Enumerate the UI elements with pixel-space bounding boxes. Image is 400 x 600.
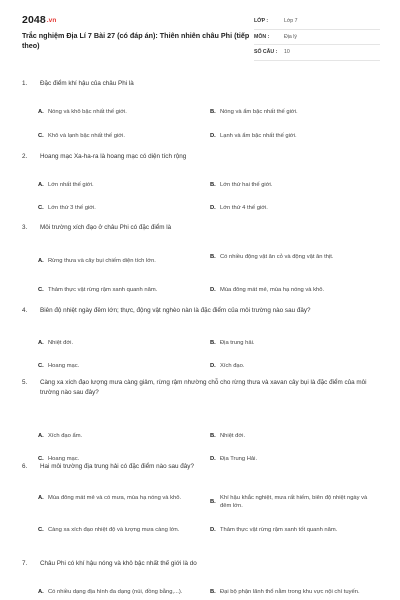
option-d[interactable] [210,362,380,371]
question-number: 2. [22,153,28,160]
option-a[interactable] [38,588,208,597]
option-letter: A. [38,257,44,264]
option-text: Khí hậu khắc nghiệt, mưa rất hiếm, biên độ nhiệt ngày và đêm lớn. [220,494,368,509]
option-text: Rừng thưa và cây bụi chiếm diện tích lớn. [48,257,156,264]
option-letter: B. [210,181,216,188]
question-text: Đặc điểm khí hậu của châu Phi là [40,80,134,87]
option-b[interactable] [210,339,380,348]
question-6 [22,462,382,533]
option-c[interactable] [38,132,208,141]
option-a[interactable] [38,339,208,348]
option-letter: B. [210,588,216,595]
option-letter: D. [210,456,216,463]
option-letter: A. [38,494,44,501]
question-2 [22,152,382,211]
header [0,0,400,60]
option-text: Lạnh và ẩm bậc nhất thế giới. [220,132,297,139]
option-text: Có nhiều động vật ăn cỏ và động vật ăn thịt. [220,253,334,260]
option-letter: C. [38,362,44,369]
option-letter: D. [210,132,216,139]
option-letter: A. [38,339,44,346]
page-title: Trắc nghiệm Địa Lí 7 Bài 27 (có đáp án): Thiên nhiên châu Phi (tiếp theo) [22,31,250,50]
option-b[interactable] [210,494,380,511]
question-4 [22,306,382,369]
question-number: 3. [22,224,28,231]
question-number: 7. [22,560,28,567]
option-text: Lớn thứ 3 thế giới. [48,204,96,211]
option-letter: B. [210,339,216,346]
option-letter: C. [38,526,44,533]
question-text: Hoang mạc Xa-ha-ra là hoang mạc có diện tích rộng [40,153,187,160]
option-text: Thảm thực vật rừng rậm xanh tốt quanh năm. [220,526,338,533]
option-letter: C. [38,132,44,139]
question-number: 6. [22,463,28,470]
option-a[interactable] [38,494,208,503]
option-b[interactable] [210,588,380,597]
question-number: 4. [22,307,28,314]
option-d[interactable] [210,132,380,141]
question-3 [22,223,382,293]
option-text: Thảm thực vật rừng rậm xanh quanh năm. [48,286,158,293]
option-text: Nóng và khô bậc nhất thế giới. [48,108,127,115]
option-text: Lớn nhất thế giới. [48,181,94,188]
option-a[interactable] [38,108,208,117]
option-letter: C. [38,286,44,293]
question-text: Môi trường xích đạo ở châu Phi có đặc điểm là [40,224,172,231]
option-b[interactable] [210,108,380,117]
option-d[interactable] [210,204,380,213]
option-a[interactable] [38,181,208,190]
option-text: Nhiệt đới. [220,433,246,439]
meta-label: MÔN : [254,33,270,40]
logo-text: 2048 [22,14,46,26]
option-letter: D. [210,286,216,293]
question-text: Hai môi trường địa trung hải có đặc điểm nào sau đây? [40,463,194,470]
option-c[interactable] [38,204,208,213]
option-text: Có nhiều dạng địa hình đa dạng (núi, đồng bằng,...). [48,588,183,595]
option-text: Lớn thứ hai thế giới. [220,181,273,188]
option-b[interactable] [210,253,380,262]
option-text: Khô và lạnh bậc nhất thế giới. [48,132,125,139]
option-text: Địa Trung Hải. [220,456,258,462]
question-text: Châu Phi có khí hậu nóng và khô bậc nhất thế giới là do [40,560,197,567]
option-d[interactable] [210,526,380,535]
option-b[interactable] [210,432,380,441]
meta-row-class [254,14,380,30]
option-c[interactable] [38,362,208,371]
meta-label: SỐ CÂU : [254,49,278,56]
option-a[interactable] [38,432,208,441]
meta-value: Địa lý [284,33,297,40]
option-text: Mùa đông mát mẻ và có mưa, mùa hạ nóng và khô. [48,494,182,501]
option-text: Đại bộ phận lãnh thổ nằm trong khu vực nội chí tuyến. [220,588,360,595]
question-text: Càng xa xích đạo lượng mưa càng giảm, rừng rậm nhường chỗ cho rừng thưa và xavan cây bụi là đặc điểm của môi trường nào sau đây? [40,379,367,396]
logo-suffix: .vn [46,17,57,24]
option-letter: B. [210,433,216,440]
option-letter: D. [210,362,216,369]
option-text: Địa trung hải. [220,339,255,346]
option-letter: C. [38,456,44,463]
question-number: 5. [22,379,28,386]
option-text: Hoang mạc. [48,362,80,369]
question-text: Biên độ nhiệt ngày đêm lớn; thực, động vật nghèo nàn là đặc điểm của môi trường nào sau đây? [40,307,311,314]
site-logo[interactable] [22,14,56,26]
meta-row-count [254,45,380,61]
option-letter: A. [38,108,44,115]
option-a[interactable] [38,257,208,266]
option-letter: D. [210,526,216,533]
meta-value: 10 [284,49,290,56]
question-1 [22,79,382,139]
option-text: Xích đạo. [220,362,245,369]
option-letter: A. [38,588,44,595]
option-c[interactable] [38,286,208,295]
option-text: Hoang mạc. [48,456,80,462]
option-letter: A. [38,181,44,188]
option-text: Lớn thứ 4 thế giới. [220,204,268,211]
option-letter: C. [38,204,44,211]
meta-row-subject [254,30,380,46]
option-text: Nóng và ẩm bậc nhất thế giới. [220,108,298,115]
option-b[interactable] [210,181,380,190]
option-c[interactable] [38,526,208,535]
meta-table [254,14,380,61]
option-text: Xích đạo ẩm. [48,433,83,439]
option-text: Càng xa xích đạo nhiệt độ và lượng mưa càng lớn. [48,526,180,533]
option-text: Mùa đông mát mẻ, mùa hạ nóng và khô. [220,286,325,293]
option-letter: A. [38,433,44,440]
meta-label: LỚP : [254,18,269,25]
option-letter: B. [210,499,216,505]
question-7 [22,559,382,595]
option-d[interactable] [210,286,380,295]
option-letter: B. [210,253,216,260]
option-text: Nhiệt đới. [48,339,74,346]
meta-value: Lớp 7 [284,18,298,25]
option-letter: B. [210,108,216,115]
question-number: 1. [22,80,28,87]
question-5 [22,378,382,463]
option-letter: D. [210,204,216,211]
